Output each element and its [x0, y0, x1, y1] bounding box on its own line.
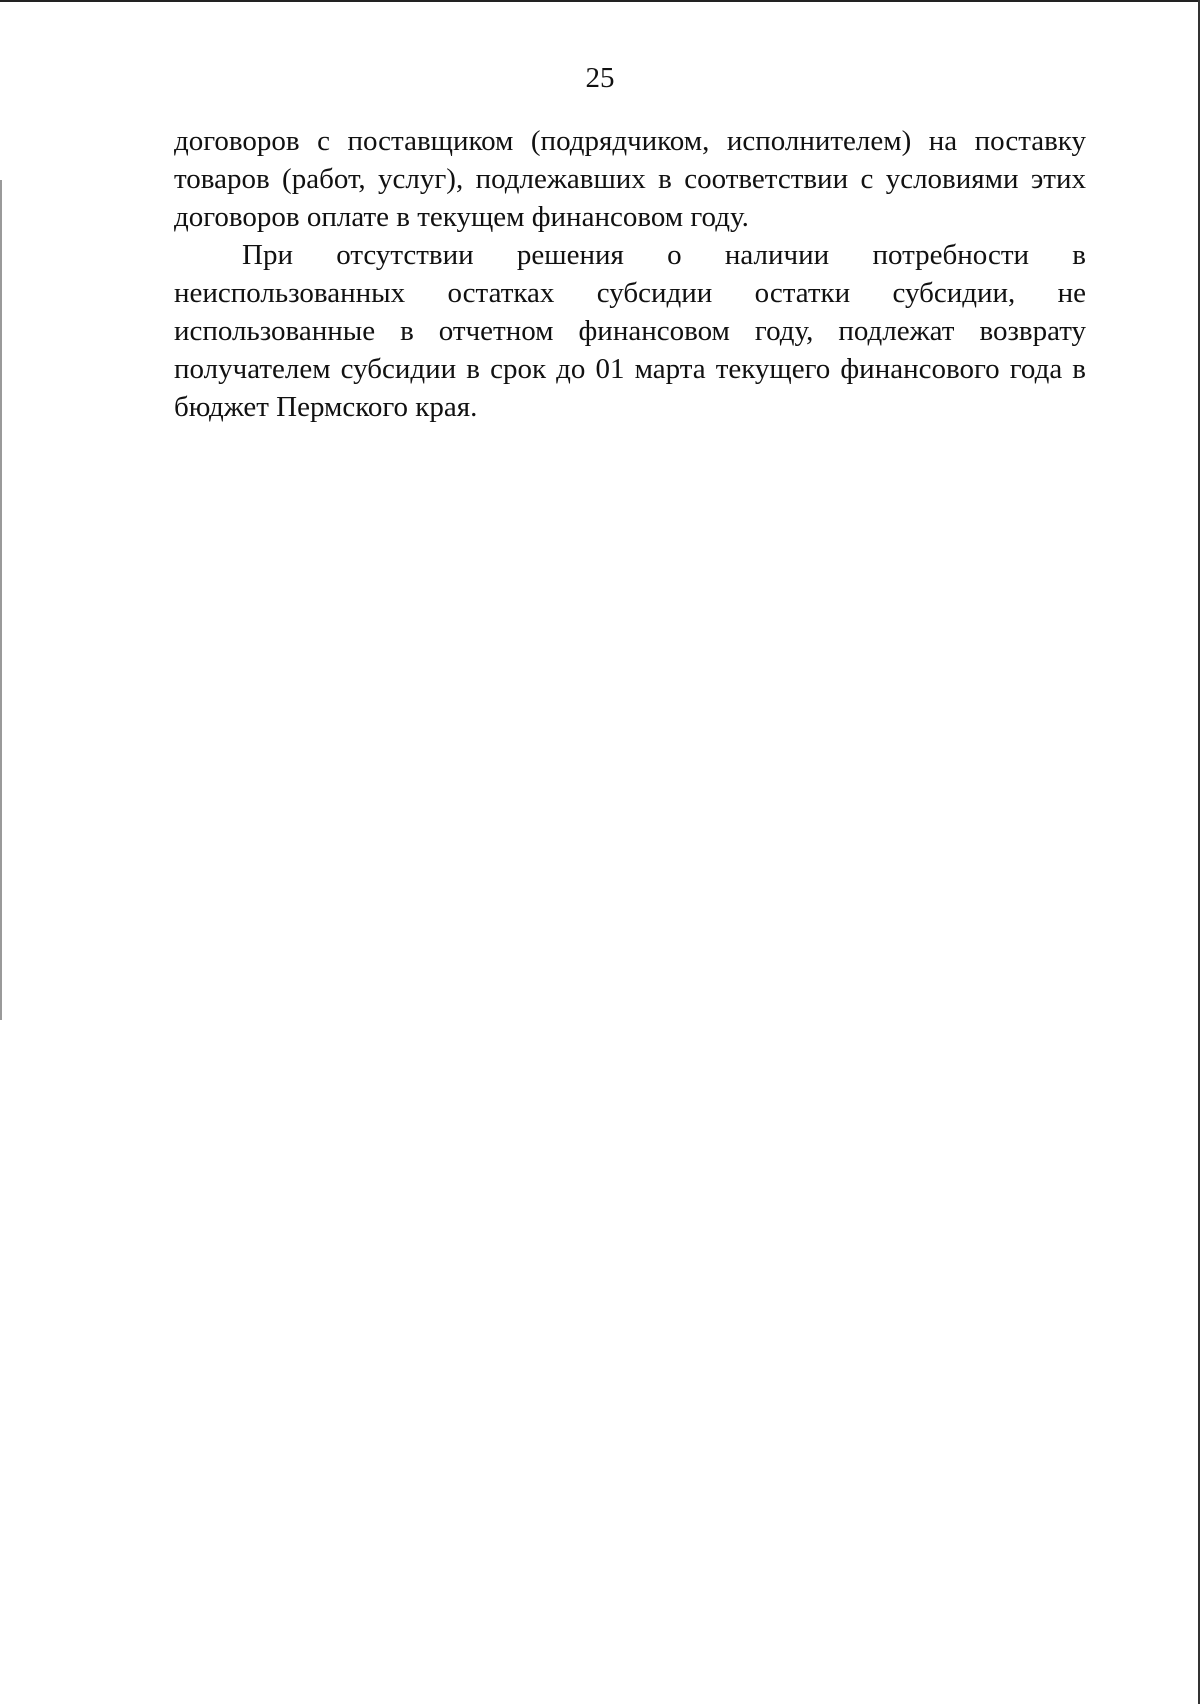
page-number: 25 — [585, 62, 615, 94]
document-body — [174, 122, 1086, 426]
scan-edge-left — [0, 180, 2, 1020]
paragraph-refund-clause: При отсутствии решения о наличии потребности в неиспользованных остатках субсидии остатки субсидии, не использованные в отчетном финансовом году, подлежат возврату получателем субсидии в срок до 01 марта текущего финансового года в бюджет Пермского края. — [174, 239, 1086, 423]
scan-edge-top — [0, 0, 1200, 2]
paragraph-continuation: договоров с поставщиком (подрядчиком, исполнителем) на поставку товаров (работ, услуг), подлежавших в соответствии с условиями этих договоров оплате в текущем финансовом году. — [174, 125, 1086, 233]
